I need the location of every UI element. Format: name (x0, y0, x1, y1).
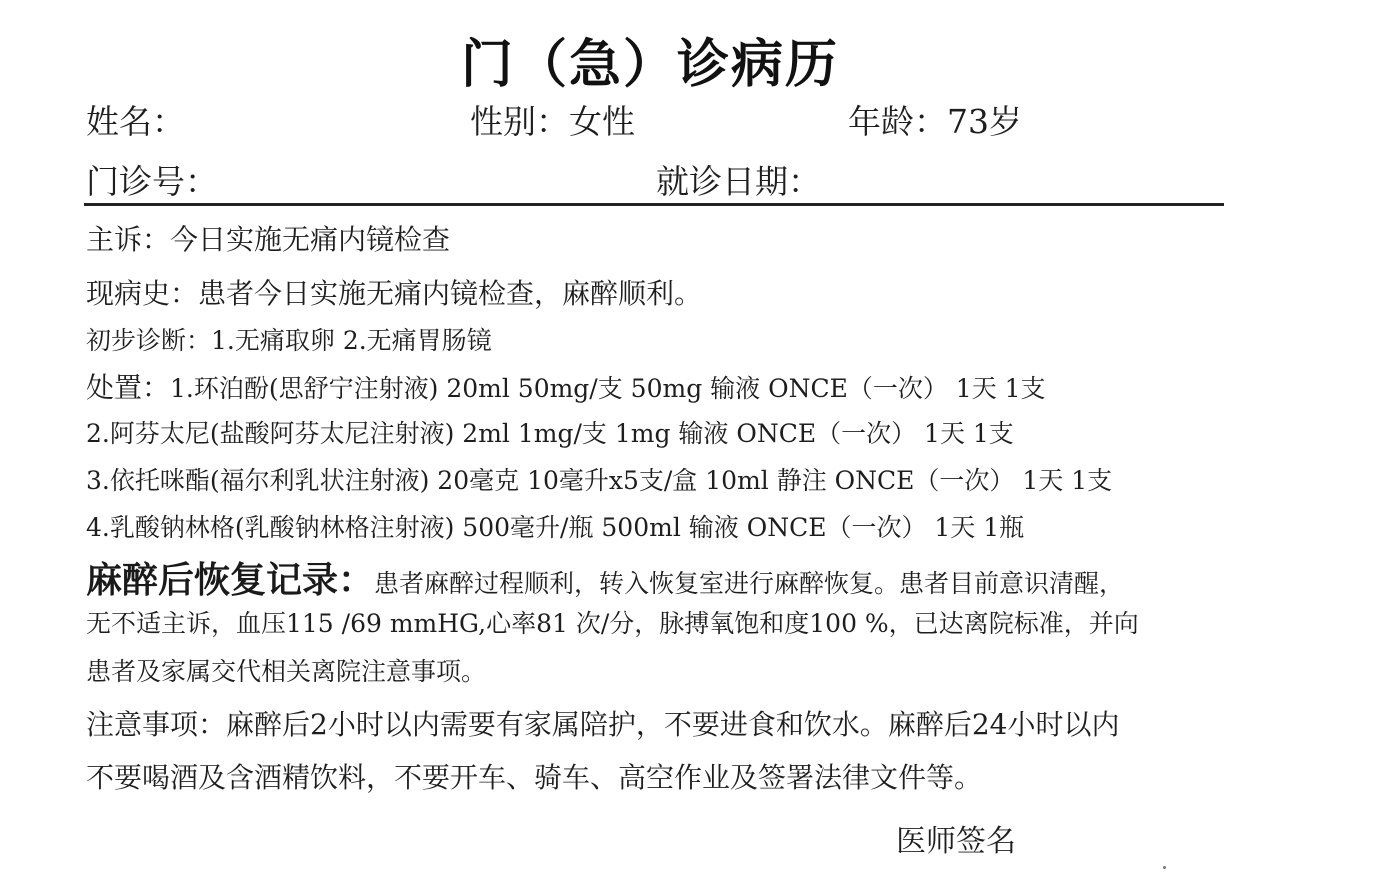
chief-complaint-text: 今日实施无痛内镜检查 (170, 223, 451, 256)
diagnosis-text: 1.无痛取卵 2.无痛胃肠镜 (211, 326, 492, 355)
clinic-number-label: 门诊号： (86, 162, 218, 201)
precautions-line-2: 不要喝酒及含酒精饮料，不要开车、骑车、高空作业及签署法律文件等。 (86, 761, 983, 794)
present-illness-label: 现病史： (86, 277, 199, 310)
visit-date-label: 就诊日期： (656, 162, 821, 201)
recovery-record-line-1 (86, 552, 1124, 603)
treatment-item-4: 4.乳酸钠林格(乳酸钠林格注射液) 500毫升/瓶 500ml 输液 ONCE（一次） 1天 1瓶 (86, 513, 1025, 542)
precautions-line-1 (86, 703, 1119, 743)
recovery-text-3: 患者及家属交代相关离院注意事项。 (86, 657, 487, 686)
treatment-item-1 (86, 366, 1046, 406)
recovery-record-label: 麻醉后恢复记录： (86, 559, 375, 601)
diagnosis-label: 初步诊断： (86, 326, 212, 355)
present-illness (86, 272, 702, 312)
gender-label: 性别： (470, 102, 569, 141)
age-label: 年龄： (848, 102, 947, 141)
chief-complaint (86, 218, 450, 258)
gender-value: 女性 (569, 102, 635, 141)
treatment-label: 处置： (86, 371, 171, 404)
recovery-text-2: 无不适主诉，血压115 /69 mmHG,心率81 次/分，脉搏氧饱和度100 %，已达离院标准，并向 (86, 609, 1139, 638)
scan-speck (1163, 866, 1166, 869)
treatment-item-2: 2.阿芬太尼(盐酸阿芬太尼注射液) 2ml 1mg/支 1mg 输液 ONCE（一次） 1天 1支 (86, 419, 1014, 448)
gender-field (470, 96, 635, 143)
treatment-item-3: 3.依托咪酯(福尔利乳状注射液) 20毫克 10毫升x5支/盒 10ml 静注 ONCE（一次） 1天 1支 (86, 466, 1113, 495)
present-illness-text: 患者今日实施无痛内镜检查，麻醉顺利。 (198, 277, 703, 310)
age-value: 73岁 (947, 102, 1022, 141)
preliminary-diagnosis (86, 321, 492, 357)
precautions-label: 注意事项： (86, 708, 227, 741)
age-field (848, 96, 1022, 143)
header-divider (84, 203, 1224, 206)
precautions-text-1: 麻醉后2小时以内需要有家属陪护，不要进食和饮水。麻醉后24小时以内 (226, 708, 1120, 741)
chief-complaint-label: 主诉： (86, 223, 171, 256)
document-title: 门（急）诊病历 (460, 34, 839, 95)
doctor-signature-label: 医师签名 (896, 824, 1016, 859)
recovery-text-1: 患者麻醉过程顺利，转入恢复室进行麻醉恢复。患者目前意识清醒， (374, 569, 1125, 598)
name-label: 姓名： (86, 102, 185, 141)
treatment-item-text: 1.环泊酚(思舒宁注射液) 20ml 50mg/支 50mg 输液 ONCE（一次） 1天 1支 (170, 374, 1046, 403)
